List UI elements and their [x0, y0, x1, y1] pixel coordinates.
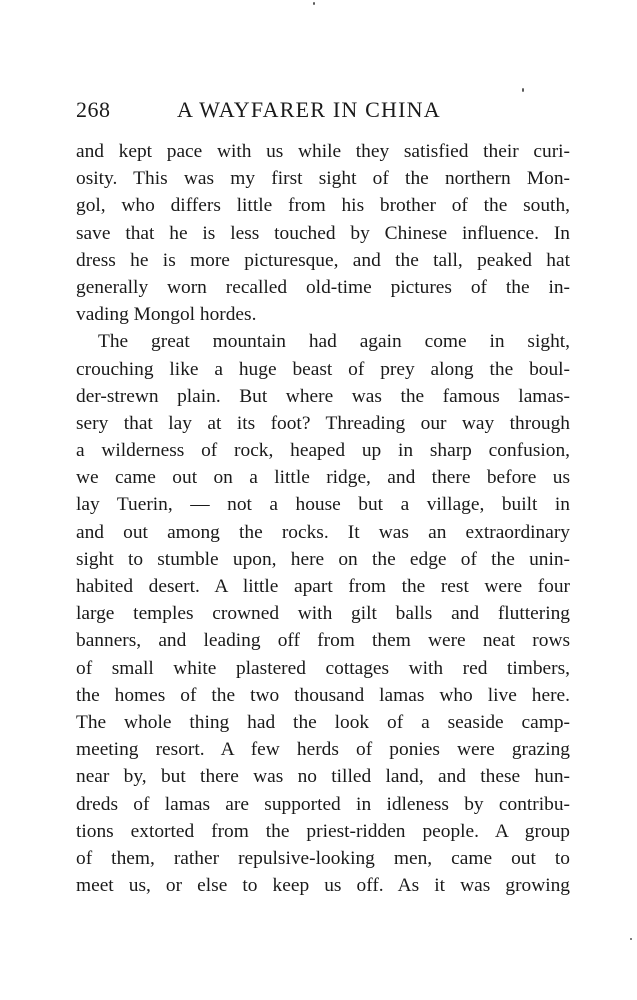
book-title: A WAYFARER IN CHINA: [177, 97, 441, 122]
text-line: of small white plastered cottages with red timbers,: [76, 657, 570, 679]
scan-speck: [630, 938, 632, 940]
text-line: meeting resort. A few herds of ponies were grazing: [76, 739, 570, 761]
text-line: tions extorted from the priest-ridden people. A group: [76, 820, 570, 842]
scan-speck: [522, 88, 524, 92]
page-number: 268: [76, 97, 111, 122]
text-line: dress he is more picturesque, and the tall, peaked hat: [76, 249, 570, 271]
text-line: sery that lay at its foot? Threading our way through: [76, 412, 570, 434]
text-line: the homes of the two thousand lamas who live here.: [76, 684, 570, 706]
text-line: we came out on a little ridge, and there before us: [76, 467, 570, 489]
text-line: habited desert. A little apart from the rest were four: [76, 576, 570, 597]
text-line: dreds of lamas are supported in idleness by contribu-: [76, 793, 570, 815]
text-line: meet us, or else to keep us off. As it was growing: [76, 875, 570, 897]
text-line: and out among the rocks. It was an extraordinary: [76, 521, 570, 543]
text-line: near by, but there was no tilled land, and these hun-: [76, 766, 570, 788]
text-line: The whole thing had the look of a seaside camp-: [76, 711, 570, 733]
text-line: lay Tuerin, — not a house but a village, built in: [76, 494, 570, 516]
text-line: crouching like a huge beast of prey along the boul-: [76, 358, 570, 380]
text-line: and kept pace with us while they satisfied their curi-: [76, 141, 570, 162]
text-line: a wilderness of rock, heaped up in sharp confusion,: [76, 440, 570, 462]
text-line: sight to stumble upon, here on the edge of the unin-: [76, 548, 570, 570]
text-line: vading Mongol hordes.: [76, 304, 257, 326]
scan-speck: [313, 2, 315, 5]
text-line: The great mountain had again come in sight,: [98, 331, 570, 353]
text-line: banners, and leading off from them were neat rows: [76, 630, 570, 652]
running-header: [76, 97, 570, 127]
text-line: large temples crowned with gilt balls and fluttering: [76, 603, 570, 625]
text-line: der-strewn plain. But where was the famous lamas-: [76, 385, 570, 407]
text-line: of them, rather repulsive-looking men, came out to: [76, 847, 570, 869]
text-line: save that he is less touched by Chinese influence. In: [76, 222, 570, 244]
text-line: gol, who differs little from his brother of the south,: [76, 195, 570, 217]
body-text: [76, 138, 570, 899]
text-line: osity. This was my first sight of the northern Mon-: [76, 168, 570, 190]
text-line: generally worn recalled old-time pictures of the in-: [76, 276, 570, 298]
